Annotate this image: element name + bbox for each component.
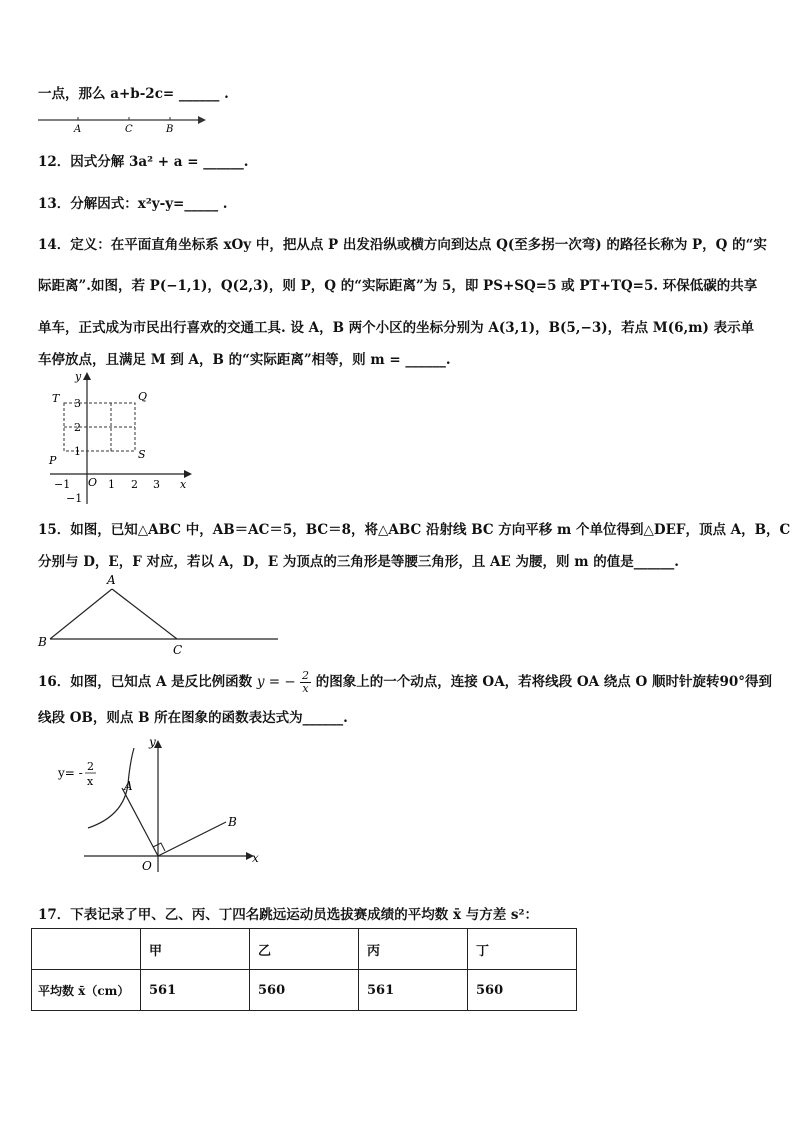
table-header-cell: 丙 — [359, 929, 468, 970]
q11-label-c: C — [125, 124, 133, 135]
q16-figure — [54, 732, 274, 877]
q16-curve-label-num: 2 — [87, 760, 94, 773]
q14-y-tick: 1 — [74, 445, 81, 458]
q14-origin: O — [88, 476, 98, 489]
q15-line2: 分别与 D，E，F 对应，若以 A，D，E 为顶点的三角形是等腰三角形，且 AE 为腰，则 m 的值是______. — [38, 554, 679, 570]
q14-y-tick: −1 — [66, 492, 83, 505]
q16-formula-num: 2 — [302, 669, 310, 682]
table-cell: 561 — [359, 970, 468, 1011]
q16-text-c: 的图象上的一个动点，连接 OA，若将线段 OA 绕点 O 顺时针旋转90°得到 — [315, 674, 772, 690]
q16-y-label: y — [149, 735, 156, 749]
table-cell: 560 — [468, 970, 577, 1011]
table-header-cell: 丁 — [468, 929, 577, 970]
q14-x-label: x — [180, 478, 187, 491]
q15-line1: 15．如图，已知△ABC 中，AB＝AC＝5，BC＝8，将△ABC 沿射线 BC 方向平移 m 个单位得到△DEF，顶点 A，B，C — [38, 522, 791, 538]
q14-line3: 单车，正式成为市民出行喜欢的交通工具. 设 A，B 两个小区的坐标分别为 A(3,1)，B(5,−3)，若点 M(6,m) 表示单 — [38, 320, 755, 336]
q14-coordinate-graph — [40, 368, 200, 508]
table-cell: 560 — [250, 970, 359, 1011]
q14-point-q: Q — [138, 390, 148, 403]
q16-formula — [257, 670, 311, 695]
q15-triangle-figure — [36, 572, 286, 657]
q16-line2: 线段 OB，则点 B 所在图象的函数表达式为______. — [38, 710, 348, 726]
table-row — [32, 970, 577, 1011]
table-row-label: 平均数 x̄（cm） — [32, 970, 141, 1011]
q14-line4: 车停放点，且满足 M 到 A，B 的“实际距离”相等，则 m = ______. — [38, 352, 451, 368]
q15-label-a: A — [107, 573, 116, 587]
q16-curve-label-den: x — [87, 775, 94, 788]
q12-text: 12．因式分解 3a² + a = ______. — [38, 154, 249, 170]
q16-line1 — [38, 670, 772, 695]
q15-label-b: B — [38, 635, 47, 649]
table-row — [32, 929, 577, 970]
q17-table — [31, 928, 577, 1011]
q14-y-tick: 2 — [74, 421, 81, 434]
table-header-cell: 甲 — [141, 929, 250, 970]
q16-curve-label-y: y= - — [58, 766, 83, 780]
q14-x-tick: −1 — [54, 478, 71, 491]
q14-point-s: S — [138, 448, 146, 461]
q11-text: 一点，那么 a+b-2c= ______ . — [38, 86, 229, 102]
q16-point-a: A — [124, 779, 133, 793]
q14-y-label: y — [75, 370, 82, 383]
q14-point-p: P — [49, 454, 57, 467]
q13-text: 13．分解因式：x²y-y=_____ . — [38, 196, 228, 212]
q16-formula-y: y = − — [256, 674, 296, 690]
q16-origin: O — [142, 859, 152, 873]
table-cell: 561 — [141, 970, 250, 1011]
q14-x-tick: 2 — [131, 478, 138, 491]
q16-point-b: B — [228, 815, 237, 829]
q11-number-line — [36, 112, 216, 134]
q14-line2: 际距离”.如图，若 P(−1,1)，Q(2,3)，则 P，Q 的“实际距离”为 5，即 PS+SQ=5 或 PT+TQ=5. 环保低碳的共享 — [38, 278, 758, 294]
q14-x-tick: 1 — [108, 478, 115, 491]
q16-x-label: x — [252, 851, 259, 865]
q16-text-b: A 是反比例函数 — [156, 674, 253, 690]
q16-formula-den: x — [302, 682, 309, 695]
table-header-cell — [32, 929, 141, 970]
q14-line1: 14．定义：在平面直角坐标系 xOy 中，把从点 P 出发沿纵或横方向到达点 Q(至多拐一次弯) 的路径长称为 P，Q 的“实 — [38, 237, 767, 253]
q14-point-t: T — [52, 392, 60, 405]
q16-text-a: 16．如图，已知点 — [38, 674, 152, 690]
q11-label-b: B — [166, 124, 174, 135]
q15-label-c: C — [173, 643, 183, 657]
table-header-cell: 乙 — [250, 929, 359, 970]
q11-label-a: A — [74, 124, 82, 135]
q17-intro: 17．下表记录了甲、乙、丙、丁四名跳远运动员选拔赛成绩的平均数 x̄ 与方差 s²： — [38, 907, 538, 923]
q14-y-tick: 3 — [74, 397, 81, 410]
q14-x-tick: 3 — [153, 478, 160, 491]
